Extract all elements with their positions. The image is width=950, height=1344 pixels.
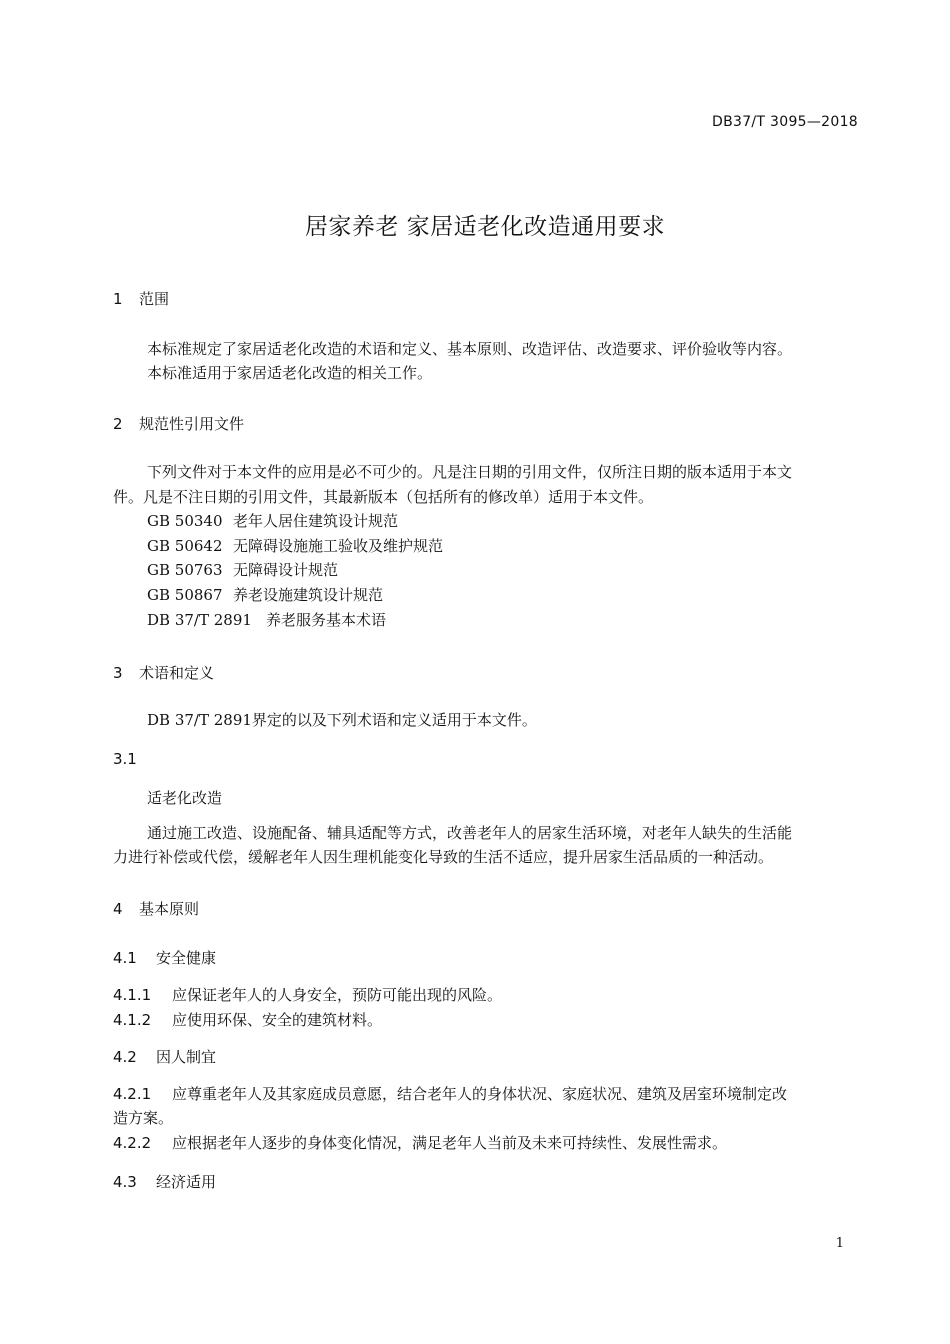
subsection-4-1-heading <box>113 947 216 968</box>
reference-code: GB 50867 <box>147 586 223 604</box>
subsection-4-2-heading <box>113 1046 216 1067</box>
clause-number: 4.1.1 <box>113 986 152 1004</box>
reference-item <box>147 608 386 633</box>
reference-code: GB 50642 <box>147 537 223 555</box>
section-title: 术语和定义 <box>139 664 215 682</box>
subsection-title: 安全健康 <box>156 949 217 967</box>
document-number: DB37/T 3095—2018 <box>712 114 858 130</box>
clause-item <box>113 1008 382 1034</box>
reference-item <box>147 558 338 583</box>
clause-item <box>113 983 502 1009</box>
subsection-title: 经济适用 <box>156 1173 217 1191</box>
section-number: 3 <box>113 664 123 682</box>
clause-text: 应使用环保、安全的建筑材料。 <box>172 1011 383 1029</box>
reference-item <box>147 583 383 608</box>
clause-number: 4.2.1 <box>113 1085 152 1103</box>
subsection-number: 4.3 <box>113 1173 137 1191</box>
clause-text-continued: 造方案。 <box>113 1109 174 1127</box>
page-title: 居家养老 家居适老化改造通用要求 <box>304 214 666 240</box>
section-2-heading <box>113 413 244 434</box>
paragraph: 件。凡是不注日期的引用文件，其最新版本（包括所有的修改单）适用于本文件。 <box>113 488 654 506</box>
subsection-number: 4.2 <box>113 1048 137 1066</box>
clause-number: 4.1.2 <box>113 1011 152 1029</box>
term-number: 3.1 <box>113 750 137 768</box>
clause-text: 应尊重老年人及其家庭成员意愿，结合老年人的身体状况、家庭状况、建筑及居室环境制定改 <box>172 1085 788 1103</box>
reference-code: DB 37/T 2891 <box>147 611 252 629</box>
subsection-number: 4.1 <box>113 949 137 967</box>
clause-item <box>113 1131 727 1157</box>
section-4-heading <box>113 898 199 919</box>
clause-item <box>113 1082 787 1108</box>
paragraph: 本标准适用于家居适老化改造的相关工作。 <box>147 364 433 382</box>
section-number: 2 <box>113 415 123 433</box>
term-definition: 通过施工改造、设施配备、辅具适配等方式，改善老年人的居家生活环境，对老年人缺失的生活能 <box>147 824 793 842</box>
section-3-heading <box>113 662 214 683</box>
subsection-title: 因人制宜 <box>156 1048 217 1066</box>
reference-name: 养老设施建筑设计规范 <box>233 586 384 604</box>
clause-number: 4.2.2 <box>113 1134 152 1152</box>
term-definition: 力进行补偿或代偿，缓解老年人因生理机能变化导致的生活不适应，提升居家生活品质的一种活动。 <box>113 848 774 866</box>
reference-name: 老年人居住建筑设计规范 <box>233 512 399 530</box>
clause-text: 应根据老年人逐步的身体变化情况，满足老年人当前及未来可持续性、发展性需求。 <box>172 1134 728 1152</box>
reference-code: GB 50763 <box>147 561 223 579</box>
section-number: 1 <box>113 290 123 308</box>
section-title: 范围 <box>139 290 170 308</box>
reference-code: GB 50340 <box>147 512 223 530</box>
reference-name: 无障碍设施施工验收及维护规范 <box>233 537 444 555</box>
clause-text: 应保证老年人的人身安全，预防可能出现的风险。 <box>172 986 503 1004</box>
subsection-4-3-heading <box>113 1171 216 1192</box>
reference-item <box>147 509 398 534</box>
paragraph: DB 37/T 2891界定的以及下列术语和定义适用于本文件。 <box>147 711 537 729</box>
reference-name: 养老服务基本术语 <box>266 611 387 629</box>
section-1-heading <box>113 288 169 309</box>
paragraph: 下列文件对于本文件的应用是必不可少的。凡是注日期的引用文件，仅所注日期的版本适用于本文 <box>147 463 793 481</box>
section-title: 规范性引用文件 <box>139 415 245 433</box>
reference-item <box>147 534 443 559</box>
term-name: 适老化改造 <box>147 789 223 807</box>
paragraph: 本标准规定了家居适老化改造的术语和定义、基本原则、改造评估、改造要求、评价验收等内容。 <box>147 340 793 358</box>
page-number: 1 <box>835 1236 844 1251</box>
section-title: 基本原则 <box>139 900 200 918</box>
section-number: 4 <box>113 900 123 918</box>
reference-name: 无障碍设计规范 <box>233 561 339 579</box>
